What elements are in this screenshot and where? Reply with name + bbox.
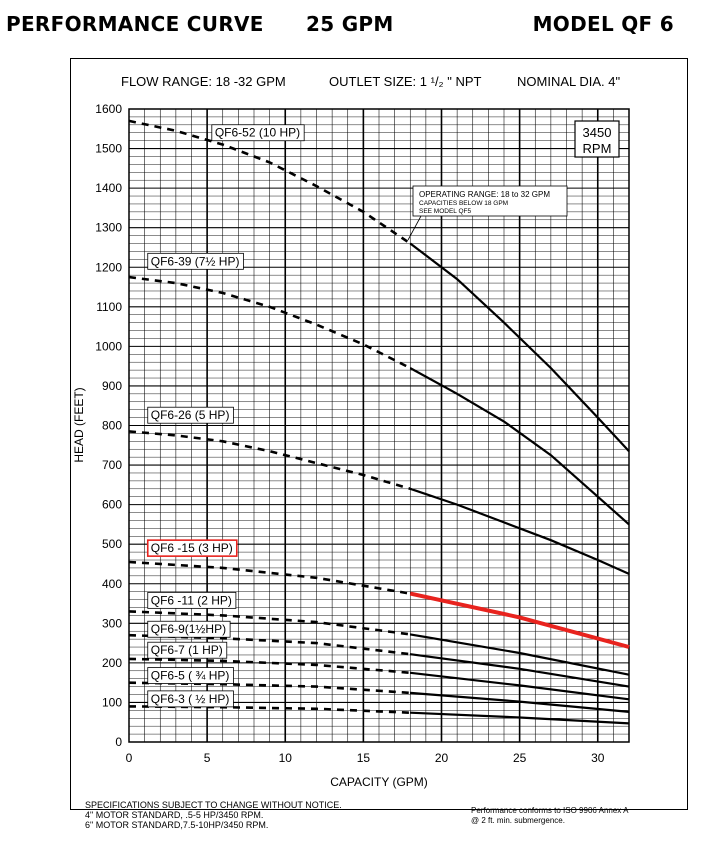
nominal-dia-text: NOMINAL DIA. 4" bbox=[517, 74, 621, 89]
y-tick-label: 200 bbox=[101, 655, 122, 670]
y-tick-label: 100 bbox=[101, 695, 122, 710]
x-axis-label: CAPACITY (GPM) bbox=[330, 775, 428, 789]
footer-spec-line-1: SPECIFICATIONS SUBJECT TO CHANGE WITHOUT NOTICE. bbox=[85, 800, 342, 810]
x-tick-label: 15 bbox=[356, 751, 371, 765]
curve-label: QF6-7 (1 HP) bbox=[150, 643, 223, 658]
curve-label: QF6-26 (5 HP) bbox=[150, 408, 230, 423]
y-tick-label: 1000 bbox=[95, 339, 122, 354]
x-tick-label: 25 bbox=[512, 751, 527, 765]
y-tick-label: 1400 bbox=[95, 181, 122, 196]
flow-range-text: FLOW RANGE: 18 -32 GPM bbox=[121, 74, 286, 89]
curve-label: QF6-5 ( ¾ HP) bbox=[150, 668, 230, 683]
callout-line-3: SEE MODEL QF5 bbox=[419, 208, 472, 215]
callout-line-1: OPERATING RANGE: 18 to 32 GPM bbox=[419, 190, 550, 199]
curve-label: QF6-52 (10 HP) bbox=[214, 125, 301, 140]
rpm-box bbox=[575, 121, 619, 157]
curve-label: QF6 -15 (3 HP) bbox=[150, 541, 233, 556]
footer-spec-line-2: 4" MOTOR STANDARD, .5-5 HP/3450 RPM. bbox=[85, 810, 264, 820]
x-tick-label: 5 bbox=[203, 751, 211, 765]
operating-range-callout bbox=[408, 186, 567, 240]
y-tick-label: 900 bbox=[101, 378, 122, 393]
outlet-size-text: OUTLET SIZE: 1 ¹/₂ " NPT bbox=[329, 74, 482, 89]
y-tick-label: 1100 bbox=[96, 299, 122, 314]
callout-line-2: CAPACITIES BELOW 18 GPM bbox=[419, 200, 509, 207]
x-tick-label: 10 bbox=[278, 751, 292, 765]
curve-label: QF6 -11 (2 HP) bbox=[150, 593, 232, 608]
performance-chart bbox=[71, 59, 687, 809]
y-tick-label: 700 bbox=[101, 458, 122, 473]
y-tick-label: 400 bbox=[101, 576, 122, 591]
header-title-left: PERFORMANCE CURVE bbox=[6, 12, 264, 36]
y-tick-label: 800 bbox=[101, 418, 122, 433]
y-tick-label: 600 bbox=[101, 497, 122, 512]
rpm-unit: RPM bbox=[582, 141, 612, 156]
y-axis-label: HEAD (FEET) bbox=[72, 387, 86, 463]
header-title-center: 25 GPM bbox=[306, 12, 394, 36]
rpm-value: 3450 bbox=[582, 125, 612, 140]
y-tick-label: 1300 bbox=[95, 220, 122, 235]
curve-label: QF6-3 ( ½ HP) bbox=[150, 691, 230, 706]
footer-iso-line-2: @ 2 ft. min. submergence. bbox=[471, 816, 565, 825]
x-tick-label: 20 bbox=[434, 751, 449, 765]
y-tick-label: 1600 bbox=[95, 102, 122, 116]
footer-iso-line-1: Performance conforms to ISO 9906 Annex A bbox=[471, 806, 629, 815]
curve-label: QF6-39 (7½ HP) bbox=[150, 254, 240, 269]
y-tick-label: 0 bbox=[115, 735, 122, 749]
chart-frame bbox=[70, 58, 688, 830]
footer-spec-line-3: 6" MOTOR STANDARD,7.5-10HP/3450 RPM. bbox=[85, 820, 269, 830]
x-tick-label: 0 bbox=[125, 751, 133, 765]
curve-label: QF6-9(1½HP) bbox=[150, 622, 227, 637]
y-tick-label: 500 bbox=[101, 537, 122, 552]
y-tick-label: 300 bbox=[101, 616, 122, 631]
x-tick-label: 30 bbox=[591, 751, 605, 765]
y-tick-label: 1200 bbox=[95, 260, 122, 275]
y-tick-label: 1500 bbox=[95, 141, 122, 156]
header-title-right: MODEL QF 6 bbox=[532, 12, 674, 36]
